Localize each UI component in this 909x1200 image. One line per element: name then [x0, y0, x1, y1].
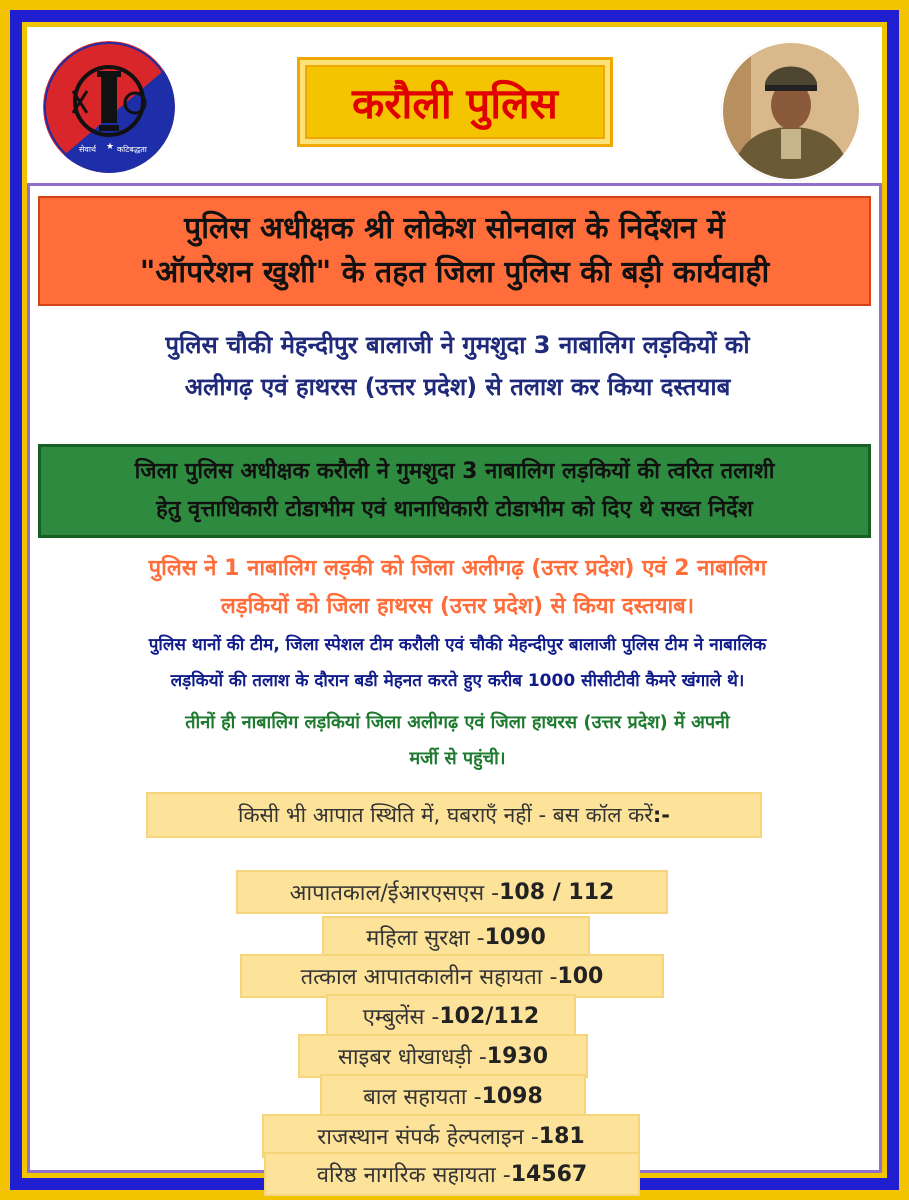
poster-page [27, 27, 882, 1188]
title-box [297, 57, 613, 147]
subhead-line-2: अलीगढ़ एवं हाथरस (उत्तर प्रदेश) से तलाश कर किया दस्तयाब [184, 373, 731, 401]
headline-line-1: पुलिस अधीक्षक श्री लोकेश सोनवाल के निर्देशन में [184, 211, 725, 246]
directive-box [38, 444, 871, 538]
subhead-line-1: पुलिस चौकी मेहन्दीपुर बालाजी ने गुमशुदा 3 नाबालिग लड़कियों को [165, 331, 750, 359]
recovery-line-2: लड़कियों को जिला हाथरस (उत्तर प्रदेश) से किया दस्तयाब। [220, 594, 695, 619]
header [27, 27, 882, 183]
helpline-number: 14567 [510, 1161, 588, 1187]
helpline-item [322, 916, 590, 958]
police-logo [43, 41, 175, 173]
helpline-number: 1090 [484, 924, 546, 950]
content-area [27, 183, 882, 1188]
recovery-line-1: पुलिस ने 1 नाबालिग लड़की को जिला अलीगढ़ (उत्तर प्रदेश) एवं 2 नाबालिग [148, 556, 767, 581]
emergency-prompt-suffix: :- [652, 803, 670, 827]
helpline-item [236, 870, 668, 914]
helpline-label: साइबर धोखाधड़ी - [337, 1045, 487, 1070]
status-line-2: मर्जी से पहुंची। [409, 748, 506, 769]
helpline-label: महिला सुरक्षा - [366, 926, 485, 951]
logo-text-right: कटिबद्धता [117, 145, 147, 154]
helpline-label: आपातकाल/ईआरएसएस - [289, 881, 500, 906]
title-inner [305, 65, 605, 139]
helpline-label: वरिष्ठ नागरिक सहायता - [316, 1163, 511, 1188]
team-effort-line-2: लड़कियों की तलाश के दौरान बडी मेहनत करते हुए करीब 1000 सीसीटीवी कैमरे खंगाले थे। [170, 671, 745, 691]
team-effort-line-1: पुलिस थानों की टीम, जिला स्पेशल टीम करौली एवं चौकी मेहन्दीपुर बालाजी पुलिस टीम ने नाबालिक [148, 635, 767, 655]
helpline-number: 108 / 112 [499, 879, 615, 905]
helpline-label: बाल सहायता - [363, 1085, 482, 1110]
emergency-prompt [146, 792, 762, 838]
helpline-item [326, 994, 576, 1038]
logo-star-icon: ★ [106, 142, 115, 152]
directive-line-1: जिला पुलिस अधीक्षक करौली ने गुमशुदा 3 नाबालिग लड़कियों की त्वरित तलाशी [134, 459, 775, 484]
officer-portrait [721, 41, 861, 181]
helpline-number: 1098 [481, 1083, 543, 1109]
helpline-item [240, 954, 664, 998]
emergency-prompt-text: किसी भी आपात स्थिति में, घबराएँ नहीं - बस कॉल करें [238, 803, 653, 827]
helpline-item [320, 1074, 586, 1118]
logo-text-left: सेवार्थ [79, 145, 97, 154]
helpline-label: राजस्थान संपर्क हेल्पलाइन - [317, 1125, 539, 1150]
directive-line-2: हेतु वृत्ताधिकारी टोडाभीम एवं थानाधिकारी टोडाभीम को दिए थे सख्त निर्देश [156, 497, 753, 522]
headline-box [38, 196, 871, 306]
helpline-label: तत्काल आपातकालीन सहायता - [300, 965, 558, 990]
helpline-item [264, 1152, 640, 1196]
helpline-number: 102/112 [439, 1003, 540, 1029]
helpline-item [298, 1034, 588, 1078]
status-line-1: तीनों ही नाबालिग लड़कियां जिला अलीगढ़ एवं जिला हाथरस (उत्तर प्रदेश) में अपनी [185, 712, 730, 733]
helpline-number: 1930 [486, 1043, 548, 1069]
page-title: करौली पुलिस [352, 78, 558, 128]
helpline-number: 181 [538, 1123, 585, 1149]
headline-line-2: "ऑपरेशन खुशी" के तहत जिला पुलिस की बड़ी कार्यवाही [139, 255, 770, 290]
helpline-number: 100 [557, 963, 604, 989]
helpline-label: एम्बुलेंस - [362, 1005, 440, 1030]
